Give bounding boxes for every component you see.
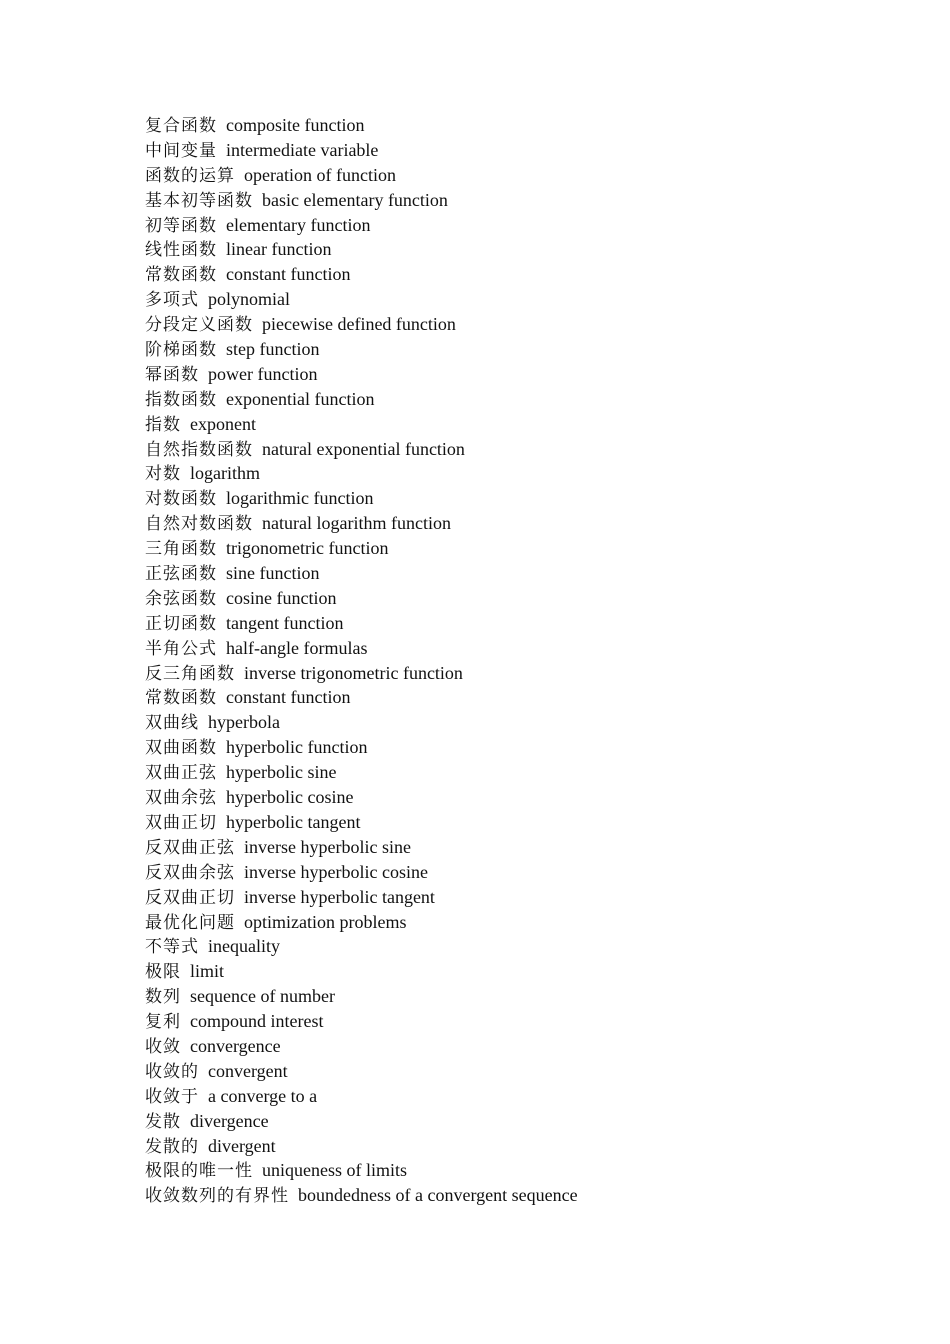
chinese-term: 基本初等函数 — [145, 190, 253, 211]
glossary-entry — [145, 1084, 578, 1109]
glossary-entry — [145, 785, 578, 810]
chinese-term: 函数的运算 — [145, 165, 235, 186]
english-term: compound interest — [190, 1011, 324, 1032]
glossary-entry — [145, 810, 578, 835]
english-term: divergence — [190, 1110, 269, 1131]
glossary-entry — [145, 461, 578, 486]
chinese-term: 极限的唯一性 — [145, 1161, 253, 1182]
glossary-entry — [145, 113, 578, 138]
english-term: half-angle formulas — [226, 637, 368, 658]
chinese-term: 多项式 — [145, 290, 199, 311]
chinese-term: 正弦函数 — [145, 564, 217, 585]
glossary-entry — [145, 188, 578, 213]
chinese-term: 反双曲正弦 — [145, 837, 235, 858]
chinese-term: 对数函数 — [145, 489, 217, 510]
chinese-term: 收敛 — [145, 1036, 181, 1057]
chinese-term: 自然对数函数 — [145, 514, 253, 535]
chinese-term: 分段定义函数 — [145, 315, 253, 336]
chinese-term: 幂函数 — [145, 364, 199, 385]
chinese-term: 初等函数 — [145, 215, 217, 236]
glossary-entry — [145, 586, 578, 611]
chinese-term: 正切函数 — [145, 613, 217, 634]
glossary-entry — [145, 984, 578, 1009]
glossary-entry — [145, 1158, 578, 1183]
chinese-term: 反三角函数 — [145, 663, 235, 684]
chinese-term: 自然指数函数 — [145, 439, 253, 460]
glossary-entry — [145, 237, 578, 262]
chinese-term: 发散的 — [145, 1136, 199, 1157]
english-term: hyperbolic tangent — [226, 811, 361, 832]
glossary-entry — [145, 934, 578, 959]
chinese-term: 收敛的 — [145, 1061, 199, 1082]
english-term: a converge to a — [208, 1085, 318, 1106]
english-term: elementary function — [226, 214, 371, 235]
english-term: inverse hyperbolic cosine — [244, 861, 428, 882]
english-term: uniqueness of limits — [262, 1160, 407, 1181]
english-term: piecewise defined function — [262, 314, 456, 335]
chinese-term: 半角公式 — [145, 638, 217, 659]
chinese-term: 指数 — [145, 414, 181, 435]
glossary-entry — [145, 138, 578, 163]
glossary-entry — [145, 511, 578, 536]
english-term: logarithm — [190, 463, 260, 484]
glossary-entry — [145, 262, 578, 287]
english-term: convergence — [190, 1035, 281, 1056]
glossary-entry — [145, 661, 578, 686]
glossary-entry — [145, 337, 578, 362]
chinese-term: 双曲余弦 — [145, 788, 217, 809]
english-term: limit — [190, 961, 225, 982]
glossary-entry — [145, 636, 578, 661]
english-term: hyperbola — [208, 712, 280, 733]
english-term: operation of function — [244, 164, 396, 185]
chinese-term: 双曲线 — [145, 713, 199, 734]
glossary-entry — [145, 835, 578, 860]
glossary-entry — [145, 685, 578, 710]
english-term: intermediate variable — [226, 139, 379, 160]
english-term: boundedness of a convergent sequence — [298, 1185, 578, 1206]
chinese-term: 复合函数 — [145, 116, 217, 136]
glossary-entry — [145, 760, 578, 785]
chinese-term: 线性函数 — [145, 240, 217, 261]
glossary-entry — [145, 312, 578, 337]
chinese-term: 常数函数 — [145, 688, 217, 709]
chinese-term: 收敛于 — [145, 1086, 199, 1107]
glossary-entry — [145, 1034, 578, 1059]
chinese-term: 三角函数 — [145, 539, 217, 560]
chinese-term: 双曲正弦 — [145, 763, 217, 784]
english-term: composite function — [226, 115, 365, 135]
english-term: inequality — [208, 936, 280, 957]
english-term: hyperbolic function — [226, 737, 368, 758]
glossary-entry — [145, 437, 578, 462]
glossary-entry — [145, 611, 578, 636]
english-term: optimization problems — [244, 911, 407, 932]
english-term: hyperbolic sine — [226, 762, 337, 783]
glossary-entry — [145, 163, 578, 188]
glossary-entry — [145, 959, 578, 984]
glossary-list — [145, 113, 578, 1208]
english-term: exponential function — [226, 388, 375, 409]
chinese-term: 余弦函数 — [145, 588, 217, 609]
chinese-term: 发散 — [145, 1111, 181, 1132]
english-term: tangent function — [226, 612, 344, 633]
chinese-term: 指数函数 — [145, 389, 217, 410]
chinese-term: 数列 — [145, 987, 181, 1008]
chinese-term: 双曲正切 — [145, 812, 217, 833]
glossary-entry — [145, 1059, 578, 1084]
chinese-term: 反双曲正切 — [145, 887, 235, 908]
english-term: constant function — [226, 687, 351, 708]
glossary-entry — [145, 910, 578, 935]
english-term: inverse hyperbolic tangent — [244, 886, 435, 907]
english-term: logarithmic function — [226, 488, 374, 509]
english-term: inverse hyperbolic sine — [244, 836, 411, 857]
chinese-term: 阶梯函数 — [145, 340, 217, 361]
chinese-term: 极限 — [145, 962, 181, 983]
english-term: polynomial — [208, 289, 290, 310]
english-term: inverse trigonometric function — [244, 662, 463, 683]
english-term: exponent — [190, 413, 256, 434]
chinese-term: 最优化问题 — [145, 912, 235, 933]
english-term: divergent — [208, 1135, 276, 1156]
english-term: step function — [226, 339, 320, 360]
glossary-entry — [145, 1009, 578, 1034]
glossary-entry — [145, 1134, 578, 1159]
glossary-entry — [145, 710, 578, 735]
english-term: trigonometric function — [226, 538, 389, 559]
glossary-entry — [145, 885, 578, 910]
english-term: constant function — [226, 264, 351, 285]
glossary-entry — [145, 1109, 578, 1134]
glossary-entry — [145, 287, 578, 312]
chinese-term: 双曲函数 — [145, 738, 217, 759]
english-term: hyperbolic cosine — [226, 787, 354, 808]
english-term: cosine function — [226, 587, 337, 608]
glossary-entry — [145, 412, 578, 437]
english-term: power function — [208, 363, 318, 384]
chinese-term: 常数函数 — [145, 265, 217, 286]
chinese-term: 反双曲余弦 — [145, 862, 235, 883]
glossary-entry — [145, 387, 578, 412]
english-term: natural logarithm function — [262, 513, 451, 534]
glossary-entry — [145, 213, 578, 238]
chinese-term: 复利 — [145, 1012, 181, 1033]
english-term: sine function — [226, 563, 320, 584]
english-term: natural exponential function — [262, 438, 465, 459]
chinese-term: 对数 — [145, 464, 181, 485]
glossary-entry — [145, 561, 578, 586]
glossary-entry — [145, 1183, 578, 1208]
english-term: sequence of number — [190, 986, 335, 1007]
glossary-entry — [145, 735, 578, 760]
english-term: convergent — [208, 1060, 288, 1081]
glossary-entry — [145, 860, 578, 885]
glossary-entry — [145, 486, 578, 511]
english-term: linear function — [226, 239, 332, 260]
chinese-term: 中间变量 — [145, 140, 217, 161]
chinese-term: 收敛数列的有界性 — [145, 1186, 289, 1207]
glossary-entry — [145, 362, 578, 387]
english-term: basic elementary function — [262, 189, 448, 210]
glossary-entry — [145, 536, 578, 561]
chinese-term: 不等式 — [145, 937, 199, 958]
